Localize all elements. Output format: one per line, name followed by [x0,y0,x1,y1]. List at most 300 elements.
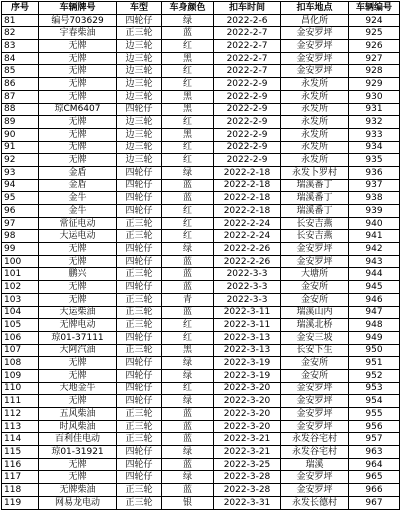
cell-time: 2022-2-7 [214,52,281,65]
cell-time: 2022-3-19 [214,357,281,370]
cell-type: 正三轮 [117,268,162,281]
cell-seq: 101 [2,268,39,281]
cell-time: 2022-3-11 [214,319,281,332]
table-row [2,281,400,294]
cell-type: 正三轮 [117,319,162,332]
cell-time: 2022-3-3 [214,281,281,294]
cell-seq: 119 [2,496,39,509]
cell-number: 938 [349,192,400,205]
table-row [2,471,400,484]
cell-plate: 无牌 [39,369,117,382]
cell-color: 黑 [162,103,214,116]
cell-number: 951 [349,357,400,370]
header-time: 扣车时间 [214,2,281,15]
cell-number: 948 [349,319,400,332]
table-body [2,14,400,509]
cell-number: 932 [349,116,400,129]
cell-time: 2022-2-24 [214,230,281,243]
cell-seq: 104 [2,306,39,319]
header-seq: 序号 [2,2,39,15]
cell-location: 金安所 [281,357,349,370]
table-row [2,496,400,509]
cell-number: 936 [349,166,400,179]
cell-color: 蓝 [162,408,214,421]
cell-location: 长安吉燕 [281,230,349,243]
cell-seq: 90 [2,128,39,141]
cell-seq: 117 [2,471,39,484]
cell-time: 2022-2-7 [214,27,281,40]
cell-number: 946 [349,293,400,306]
cell-color: 黑 [162,344,214,357]
cell-color: 蓝 [162,281,214,294]
table-row [2,217,400,230]
cell-number: 953 [349,382,400,395]
cell-plate: 无牌 [39,255,117,268]
cell-plate: 无牌 [39,141,117,154]
cell-location: 瑞溪 [281,458,349,471]
cell-time: 2022-2-6 [214,14,281,27]
cell-type: 四轮仔 [117,369,162,382]
cell-type: 正三轮 [117,306,162,319]
cell-time: 2022-2-9 [214,128,281,141]
cell-time: 2022-2-18 [214,179,281,192]
table-row [2,255,400,268]
cell-location: 瑞溪山内 [281,306,349,319]
cell-type: 正三轮 [117,408,162,421]
cell-type: 正三轮 [117,344,162,357]
cell-location: 金安罗坪 [281,27,349,40]
cell-location: 昌化所 [281,14,349,27]
cell-plate: 无牌 [39,52,117,65]
cell-time: 2022-3-21 [214,446,281,459]
cell-location: 金安罗坪 [281,471,349,484]
cell-color: 红 [162,217,214,230]
cell-color: 黑 [162,90,214,103]
cell-type: 正三轮 [117,27,162,40]
cell-time: 2022-3-20 [214,420,281,433]
cell-plate: 琼01-31921 [39,446,117,459]
cell-location: 永发所 [281,141,349,154]
cell-number: 924 [349,14,400,27]
cell-plate: 无牌 [39,357,117,370]
table-row [2,433,400,446]
cell-number: 964 [349,458,400,471]
cell-number: 931 [349,103,400,116]
table-row [2,357,400,370]
cell-plate: 无牌 [39,128,117,141]
cell-time: 2022-3-28 [214,484,281,497]
cell-plate: 无牌 [39,243,117,256]
cell-type: 四轮仔 [117,471,162,484]
cell-plate: 无牌 [39,90,117,103]
cell-plate: 编号703629 [39,14,117,27]
cell-seq: 107 [2,344,39,357]
cell-type: 正三轮 [117,293,162,306]
cell-number: 947 [349,306,400,319]
cell-seq: 113 [2,420,39,433]
header-color: 车身颜色 [162,2,214,15]
cell-number: 939 [349,205,400,218]
table-row [2,446,400,459]
cell-type: 边三轮 [117,90,162,103]
cell-color: 蓝 [162,420,214,433]
cell-time: 2022-3-28 [214,471,281,484]
cell-location: 大塘所 [281,268,349,281]
cell-location: 永发所 [281,78,349,91]
cell-plate: 无牌 [39,78,117,91]
cell-time: 2022-3-13 [214,331,281,344]
cell-plate: 无牌 [39,395,117,408]
cell-seq: 106 [2,331,39,344]
cell-location: 永发卜罗村 [281,166,349,179]
cell-color: 红 [162,141,214,154]
cell-type: 四轮仔 [117,357,162,370]
cell-type: 正三轮 [117,484,162,497]
cell-color: 红 [162,116,214,129]
cell-number: 954 [349,395,400,408]
cell-location: 永发所 [281,128,349,141]
cell-type: 正三轮 [117,420,162,433]
cell-time: 2022-3-13 [214,344,281,357]
cell-number: 944 [349,268,400,281]
cell-number: 949 [349,331,400,344]
cell-color: 蓝 [162,458,214,471]
header-number: 车辆编号 [349,2,400,15]
cell-type: 四轮仔 [117,446,162,459]
cell-number: 925 [349,27,400,40]
cell-color: 蓝 [162,433,214,446]
table-row [2,293,400,306]
cell-color: 红 [162,230,214,243]
cell-seq: 88 [2,103,39,116]
cell-seq: 86 [2,78,39,91]
cell-plate: 大运电动 [39,230,117,243]
cell-seq: 102 [2,281,39,294]
cell-type: 四轮仔 [117,166,162,179]
cell-seq: 93 [2,166,39,179]
cell-location: 瑞溪北桥 [281,319,349,332]
table-row [2,14,400,27]
cell-number: 928 [349,65,400,78]
cell-plate: 宇春柴油 [39,27,117,40]
cell-time: 2022-3-3 [214,268,281,281]
table-row [2,306,400,319]
table-row [2,408,400,421]
cell-plate: 大运柴油 [39,306,117,319]
cell-time: 2022-2-9 [214,78,281,91]
cell-type: 四轮仔 [117,103,162,116]
cell-type: 边三轮 [117,141,162,154]
cell-time: 2022-2-9 [214,116,281,129]
table-row [2,65,400,78]
cell-number: 950 [349,344,400,357]
table-row [2,128,400,141]
table-row [2,27,400,40]
table-row [2,331,400,344]
cell-seq: 111 [2,395,39,408]
cell-color: 红 [162,205,214,218]
cell-number: 955 [349,408,400,421]
cell-location: 永发所 [281,103,349,116]
cell-location: 金安罗坪 [281,395,349,408]
cell-time: 2022-2-9 [214,103,281,116]
cell-color: 银 [162,496,214,509]
cell-location: 金安罗坪 [281,382,349,395]
cell-seq: 114 [2,433,39,446]
cell-color: 蓝 [162,484,214,497]
cell-plate: 时风柴油 [39,420,117,433]
cell-type: 边三轮 [117,78,162,91]
header-location: 扣车地点 [281,2,349,15]
cell-seq: 89 [2,116,39,129]
cell-seq: 99 [2,243,39,256]
table-row [2,116,400,129]
table-row [2,103,400,116]
cell-time: 2022-2-9 [214,141,281,154]
cell-color: 绿 [162,395,214,408]
cell-number: 942 [349,243,400,256]
cell-time: 2022-3-3 [214,293,281,306]
cell-type: 边三轮 [117,40,162,53]
cell-plate: 金盾 [39,166,117,179]
table-row [2,192,400,205]
table-row [2,52,400,65]
cell-plate: 无牌 [39,154,117,167]
cell-number: 929 [349,78,400,91]
cell-seq: 118 [2,484,39,497]
cell-number: 940 [349,217,400,230]
cell-location: 永发长德村 [281,496,349,509]
cell-number: 945 [349,281,400,294]
cell-type: 边三轮 [117,52,162,65]
cell-location: 金安所 [281,369,349,382]
cell-plate: 金牛 [39,205,117,218]
cell-number: 927 [349,52,400,65]
cell-seq: 95 [2,192,39,205]
cell-seq: 84 [2,52,39,65]
cell-color: 蓝 [162,306,214,319]
vehicle-table [1,1,400,510]
cell-seq: 85 [2,65,39,78]
cell-color: 蓝 [162,268,214,281]
cell-location: 永发谷宅村 [281,446,349,459]
cell-color: 绿 [162,14,214,27]
cell-number: 935 [349,154,400,167]
cell-type: 边三轮 [117,65,162,78]
cell-time: 2022-3-20 [214,382,281,395]
cell-plate: 网易龙电动 [39,496,117,509]
cell-color: 绿 [162,166,214,179]
cell-plate: 无牌 [39,116,117,129]
cell-seq: 81 [2,14,39,27]
cell-location: 金安罗坪 [281,255,349,268]
cell-location: 金安所 [281,281,349,294]
cell-color: 绿 [162,357,214,370]
cell-number: 937 [349,179,400,192]
cell-time: 2022-2-18 [214,192,281,205]
cell-time: 2022-2-26 [214,243,281,256]
cell-plate: 无牌 [39,281,117,294]
cell-seq: 91 [2,141,39,154]
cell-plate: 琼CM6407 [39,103,117,116]
table-row [2,230,400,243]
cell-location: 金安罗坪 [281,484,349,497]
header-plate: 车辆牌号 [39,2,117,15]
cell-location: 瑞溪番丁 [281,179,349,192]
cell-seq: 94 [2,179,39,192]
cell-type: 正三轮 [117,217,162,230]
cell-seq: 108 [2,357,39,370]
cell-plate: 鹏兴 [39,268,117,281]
cell-plate: 无牌 [39,471,117,484]
cell-time: 2022-3-19 [214,369,281,382]
cell-number: 930 [349,90,400,103]
cell-plate: 无牌 [39,40,117,53]
cell-plate: 大地金牛 [39,382,117,395]
cell-number: 967 [349,496,400,509]
table-row [2,458,400,471]
cell-seq: 105 [2,319,39,332]
table-row [2,243,400,256]
cell-location: 金安罗坪 [281,408,349,421]
cell-number: 941 [349,230,400,243]
cell-time: 2022-2-7 [214,65,281,78]
cell-color: 绿 [162,243,214,256]
cell-location: 金安三坡 [281,331,349,344]
cell-time: 2022-2-9 [214,90,281,103]
cell-color: 红 [162,40,214,53]
cell-type: 四轮仔 [117,14,162,27]
cell-color: 绿 [162,471,214,484]
table-row [2,166,400,179]
cell-plate: 金牛 [39,192,117,205]
cell-type: 边三轮 [117,154,162,167]
cell-plate: 大阿汽油 [39,344,117,357]
cell-color: 绿 [162,446,214,459]
cell-location: 长安下生 [281,344,349,357]
cell-plate: 常征电动 [39,217,117,230]
cell-time: 2022-3-31 [214,496,281,509]
cell-color: 绿 [162,369,214,382]
cell-seq: 103 [2,293,39,306]
cell-plate: 百利佳电动 [39,433,117,446]
table-row [2,40,400,53]
cell-location: 金安罗坪 [281,243,349,256]
cell-color: 黑 [162,52,214,65]
cell-number: 952 [349,369,400,382]
cell-location: 瑞溪番丁 [281,205,349,218]
cell-seq: 82 [2,27,39,40]
cell-time: 2022-3-11 [214,306,281,319]
cell-number: 963 [349,446,400,459]
cell-seq: 92 [2,154,39,167]
cell-type: 正三轮 [117,433,162,446]
cell-number: 943 [349,255,400,268]
header-row [2,2,400,15]
cell-color: 红 [162,319,214,332]
cell-plate: 无牌 [39,293,117,306]
cell-type: 正三轮 [117,496,162,509]
cell-type: 边三轮 [117,128,162,141]
header-type: 车型 [117,2,162,15]
cell-location: 金安罗坪 [281,65,349,78]
cell-plate: 无牌 [39,65,117,78]
cell-location: 金安罗坪 [281,420,349,433]
cell-number: 934 [349,141,400,154]
cell-seq: 98 [2,230,39,243]
cell-seq: 110 [2,382,39,395]
table-row [2,344,400,357]
cell-seq: 116 [2,458,39,471]
cell-type: 四轮仔 [117,255,162,268]
cell-seq: 96 [2,205,39,218]
cell-time: 2022-2-18 [214,205,281,218]
cell-location: 永发所 [281,116,349,129]
cell-seq: 112 [2,408,39,421]
cell-time: 2022-2-7 [214,40,281,53]
cell-type: 四轮仔 [117,205,162,218]
cell-color: 青 [162,293,214,306]
table-row [2,205,400,218]
cell-time: 2022-3-20 [214,408,281,421]
table-row [2,78,400,91]
cell-plate: 无牌柴油 [39,484,117,497]
cell-seq: 87 [2,90,39,103]
cell-plate: 琼01-37111 [39,331,117,344]
cell-number: 956 [349,420,400,433]
table-row [2,90,400,103]
cell-location: 瑞溪番丁 [281,192,349,205]
table-row [2,268,400,281]
cell-seq: 109 [2,369,39,382]
cell-number: 957 [349,433,400,446]
cell-type: 四轮仔 [117,395,162,408]
table-row [2,319,400,332]
cell-location: 永发所 [281,154,349,167]
table-row [2,382,400,395]
table-row [2,179,400,192]
cell-seq: 83 [2,40,39,53]
cell-plate: 无牌电动 [39,319,117,332]
cell-color: 红 [162,154,214,167]
cell-number: 933 [349,128,400,141]
cell-time: 2022-3-20 [214,395,281,408]
table-row [2,154,400,167]
cell-color: 蓝 [162,192,214,205]
cell-type: 四轮仔 [117,192,162,205]
cell-seq: 100 [2,255,39,268]
table-row [2,395,400,408]
cell-location: 金安罗坪 [281,52,349,65]
cell-time: 2022-2-18 [214,166,281,179]
cell-color: 蓝 [162,27,214,40]
table-row [2,369,400,382]
cell-seq: 115 [2,446,39,459]
cell-location: 永发所 [281,90,349,103]
cell-type: 正三轮 [117,230,162,243]
cell-plate: 金盾 [39,179,117,192]
cell-color: 红 [162,65,214,78]
cell-number: 966 [349,484,400,497]
cell-type: 四轮仔 [117,331,162,344]
cell-type: 四轮仔 [117,179,162,192]
cell-color: 红 [162,331,214,344]
cell-seq: 97 [2,217,39,230]
cell-time: 2022-2-26 [214,255,281,268]
cell-color: 黑 [162,128,214,141]
cell-plate: 五风柴油 [39,408,117,421]
cell-number: 965 [349,471,400,484]
